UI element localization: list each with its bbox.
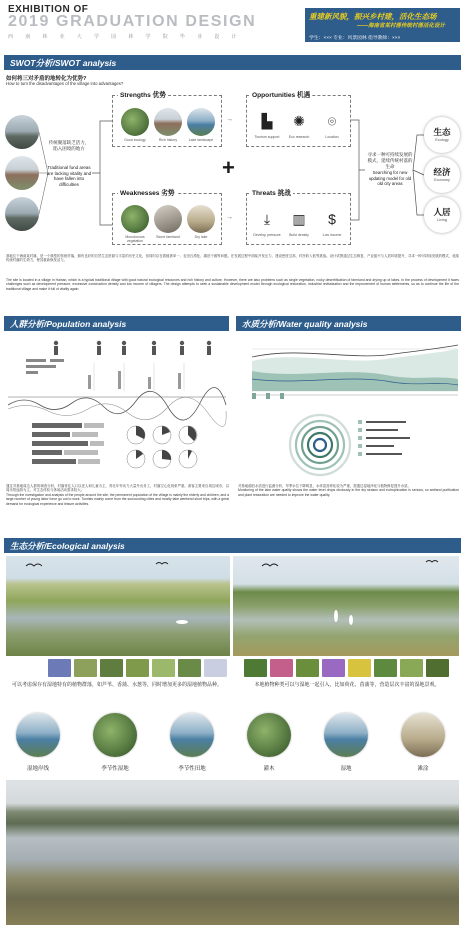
population-section-heading: 人群分析/Population analysis [4, 316, 229, 331]
habitat-label: 季节性湿地 [101, 766, 129, 772]
opportunities-label: Opportunities 机遇 [250, 89, 312, 99]
lake-panorama-photo [6, 780, 459, 925]
result-living-circle: 人居 Living [424, 197, 460, 233]
header-project-name: ——海南省某村落传统村落活化设计 [357, 23, 446, 29]
plant-thumbnail [374, 659, 397, 677]
water-section-heading: 水质分析/Water quality analysis [236, 316, 461, 331]
plant-thumbnail [322, 659, 345, 677]
threat-caption: Develop pressure [253, 233, 281, 237]
poster-subtitle: 西 南 林 业 大 学 园 林 学 院 毕 业 设 计 [8, 34, 242, 40]
site-photo-circle [5, 115, 39, 149]
swot-paragraph-en: The site is located in a village in Hainan, which is a typical traditional village with good natural ecological resources and rich history and culture. However, there are also problems such as single vegetation, rocky desertification of farmland and drying up of lakes. In the process of development it faces challenges such as development pressure, excessive construction density and low income of villagers. The design attempts to seek a sustainable development model through ecological restoration, industrial revitalization and the improvement of human settlements, so as to continue the life of the traditional village and make it full of vitality again. [6, 278, 459, 291]
opportunity-caption: Tourism support [254, 135, 280, 139]
strength-photo [121, 108, 149, 136]
weakness-caption: Stone farmland [156, 235, 180, 239]
ecology-text-right: 本地植物种类可以与湿地一起引入，比如荷花、菖蒲等，营造层次丰富的湿地景观。 [254, 682, 440, 688]
habitat-circle [324, 713, 368, 757]
plant-thumbnail [204, 659, 227, 677]
plant-thumbnail [100, 659, 123, 677]
habitat-label: 湿地岸线 [26, 766, 49, 772]
strength-caption: Rich history [158, 138, 178, 142]
traditional-areas-en: Traditional fund areas are lacking vitality and have fallen into difficulties [46, 165, 92, 187]
opportunity-caption: Location [325, 135, 339, 139]
plant-thumbnail [178, 659, 201, 677]
strength-photo [187, 108, 215, 136]
plant-thumbnail [348, 659, 371, 677]
strength-photo [154, 108, 182, 136]
strength-caption: Lake landscape [188, 138, 214, 142]
plant-thumbnail [152, 659, 175, 677]
swot-bracket [92, 118, 114, 228]
swot-question-en: How to turn the disadvantages of the village into advantages? [6, 81, 124, 86]
population-paragraph-cn: 通过对基地周边人群的调查分析，村落常住人口以老人和儿童为主，青壮年劳动力大量外出务工，村落空心化现象严重。游客主要来自周边城市，以周末短途游为主，对生态体验与休闲活动需求较大。 [6, 484, 229, 493]
water-paragraph [238, 484, 459, 536]
site-photo-circle [5, 197, 39, 231]
header-slogan: 重建新风貌，振兴乡村建，活化生态场 [309, 12, 437, 21]
factory-icon: ▙ [261, 113, 273, 129]
habitat-label: 湿地 [340, 766, 352, 772]
population-infographic [4, 335, 229, 483]
result-en: Searching for new updating model for old old city areas [368, 170, 412, 187]
weakness-caption: Dry lake [194, 235, 208, 239]
plant-thumbnail [74, 659, 97, 677]
plant-thumbnail [126, 659, 149, 677]
plus-icon: + [222, 155, 235, 180]
swot-question-cn: 如何将三对矛盾的地转化为优势? [6, 76, 87, 82]
money-bag-icon: $ [328, 211, 336, 227]
ecology-section-heading: 生态分析/Ecological analysis [4, 538, 461, 553]
opportunity-caption: Eco research [288, 135, 310, 139]
swot-paragraph-cn: 基地位于海南某村落，是一个典型的传统村落，拥有良好的自然生态资源与丰富的历史文化，但同时存在着植被单一、农田石漠化、湖泊干涸等问题。在发展过程中面临开发压力、建设密度过高、村民收入低等挑战。设计试图通过生态修复、产业振兴与人居环境提升，寻求一种可持续发展的模式，延续传统村落的生命力，使其重新焕发活力。 [6, 254, 459, 263]
threat-caption: Build density [289, 233, 309, 237]
habitat-circle [170, 713, 214, 757]
weakness-photo [187, 205, 215, 233]
habitat-label: 滩涂 [417, 766, 429, 772]
population-paragraph-en: Through the investigation and analysis of the people around the site, the permanent population of the village is mainly the elderly and children, and a large number of young labor force go out to work. Tourists mainly come from the surrounding cities and mostly take weekend short trips, with a great demand for ecological experience and leisure activities. [6, 492, 229, 506]
habitat-label: 灌木 [263, 766, 275, 772]
weakness-photo [154, 205, 182, 233]
location-pin-icon: ⌾ [327, 113, 337, 129]
habitat-circle [247, 713, 291, 757]
plant-thumbnail [270, 659, 293, 677]
network-icon: ✺ [293, 113, 305, 129]
header-author-info: 学生：××× 专业：风景园林 指导教师：××× [309, 36, 401, 41]
weakness-caption: Monotonous vegetation [125, 235, 145, 243]
strengths-label: Strengths 优势 [118, 89, 168, 99]
bird-silhouettes [6, 556, 459, 656]
water-paragraph-en: Monitoring of the lake water quality shows the water level drops obviously in the dry season and eutrophication is serious, so wetland purification and plant restoration are needed to improve the water quality. [238, 488, 459, 497]
population-paragraph [6, 484, 229, 536]
habitat-label: 季节性田地 [178, 766, 206, 772]
download-icon: ⤓ [263, 211, 271, 227]
swot-section-heading: SWOT分析/SWOT analysis [4, 55, 461, 70]
site-photo-circle [5, 156, 39, 190]
ecology-text-left: 可以考虑保存有湿地特有的植物群落，如芦苇、香蒲、水葱等，同时增加更多的湿地植物品种。 [11, 682, 222, 688]
plant-thumbnail [296, 659, 319, 677]
arrow-right-icon: → [226, 214, 233, 221]
exhibition-label: EXHIBITION OF [8, 4, 89, 15]
result-cn: 寻求一种可持续发展的模式，延续传统村落的生命 [367, 152, 413, 169]
strength-caption: Good ecology [124, 138, 146, 142]
threats-label: Threats 挑战 [250, 187, 293, 197]
poster-title: 2019 GRADUATION DESIGN [8, 13, 257, 30]
water-paragraph-cn: 对基地湖泊水质进行监测分析，旱季水位下降明显，水体富营养化较为严重，需通过湿地净化与植物修复提升水质。 [238, 484, 411, 488]
plant-thumbnail [400, 659, 423, 677]
plant-thumbnail [48, 659, 71, 677]
threat-caption: Low income [322, 233, 342, 237]
layout-icon: ▥ [292, 211, 306, 227]
water-quality-infographic [236, 335, 461, 483]
weakness-photo [121, 205, 149, 233]
result-economy-circle: 经济 Economy [424, 157, 460, 193]
result-ecology-circle: 生态 Ecology [424, 117, 460, 153]
plant-thumbnail [426, 659, 449, 677]
arrow-right-icon: → [226, 116, 233, 123]
traditional-areas-cn: 传统聚落缺乏活力，陷入困境的地方 [48, 140, 90, 151]
habitat-circle [93, 713, 137, 757]
habitat-circle [16, 713, 60, 757]
habitat-circle [401, 713, 445, 757]
weaknesses-label: Weaknesses 劣势 [118, 187, 177, 197]
plant-thumbnail [244, 659, 267, 677]
